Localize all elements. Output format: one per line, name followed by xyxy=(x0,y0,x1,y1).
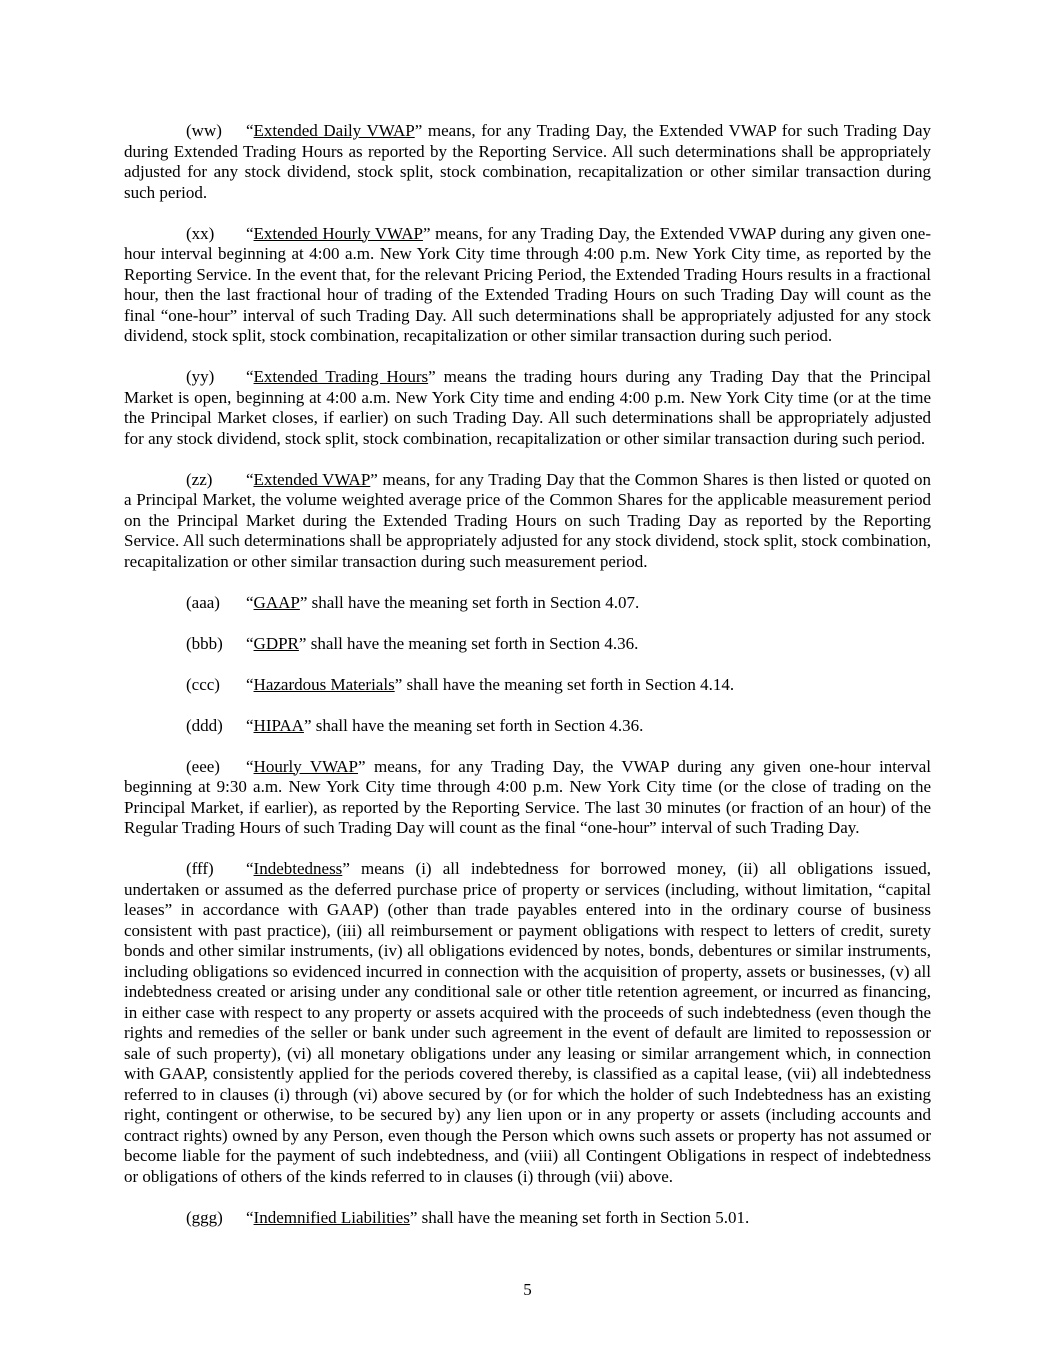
paragraph-label: (aaa) xyxy=(186,592,220,612)
open-quote: “ xyxy=(246,1207,254,1227)
defined-term: Hourly VWAP xyxy=(253,756,358,776)
close-quote: ” xyxy=(422,223,431,243)
close-quote: ” xyxy=(342,859,350,878)
defined-term: HIPAA xyxy=(253,715,304,735)
paragraph-body: shall have the meaning set forth in Section 4.36. xyxy=(311,715,644,735)
page-number: 5 xyxy=(523,1280,532,1299)
definition-paragraph xyxy=(124,757,931,839)
close-quote: ” xyxy=(394,674,403,694)
paragraph-label: (eee) xyxy=(186,756,220,776)
definition-paragraph xyxy=(124,224,931,347)
defined-term: Extended Trading Hours xyxy=(253,367,429,386)
open-quote: “ xyxy=(246,633,254,653)
paragraph-body: shall have the meaning set forth in Section 4.07. xyxy=(307,592,640,612)
definition-paragraph xyxy=(124,593,931,614)
defined-term: Extended Daily VWAP xyxy=(253,121,415,140)
open-quote: “ xyxy=(246,367,254,386)
paragraph-label: (ddd) xyxy=(186,715,223,735)
definition-paragraph xyxy=(124,121,931,203)
open-quote: “ xyxy=(246,859,254,878)
defined-term: Indebtedness xyxy=(253,859,343,878)
defined-term: Extended Hourly VWAP xyxy=(253,223,423,243)
paragraph-body: means, for any Trading Day, the VWAP during any given one-hour interval beginning at 9:30 a.m. New York City time through 4:00 p.m. New York City time (or the close of trading on the Principal Market, if earlier), as reported by the Reporting Service. The last 30 minutes (or fraction of an hour) of the Regular Trading Hours of such Trading Day will count as the final “one-hour” interval of such Trading Day. xyxy=(124,756,931,837)
defined-term: Extended VWAP xyxy=(253,469,371,489)
defined-term: GDPR xyxy=(253,633,299,653)
open-quote: “ xyxy=(246,674,254,694)
defined-term: Hazardous Materials xyxy=(253,674,395,694)
definition-paragraph xyxy=(124,367,931,449)
paragraph-body: means, for any Trading Day that the Common Shares is then listed or quoted on a Principal Market, the volume weighted average price of the Common Shares for the applicable measurement period on the Principal Market during the Extended Trading Hours on such Trading Day as reported by the Reporting Service. All such determinations shall be appropriately adjusted for any stock dividend, stock split, stock combination, recapitalization or other similar transaction during such measurement period. xyxy=(124,469,932,571)
open-quote: “ xyxy=(246,469,254,489)
paragraph-body: means the trading hours during any Trading Day that the Principal Market is open, beginning at 4:00 a.m. New York City time and ending 4:00 p.m. New York City time (or at the time the Principal Market closes, if earlier) on such Trading Day. All such determinations shall be appropriately adjusted for any stock dividend, stock split, stock combination, recapitalization or other similar transaction during such period. xyxy=(124,367,931,448)
close-quote: ” xyxy=(303,715,312,735)
definition-paragraph xyxy=(124,634,931,655)
paragraph-label: (yy) xyxy=(186,367,215,386)
paragraph-label: (zz) xyxy=(186,469,213,489)
paragraph-body: shall have the meaning set forth in Section 4.36. xyxy=(306,633,639,653)
close-quote: ” xyxy=(299,592,308,612)
defined-term: Indemnified Liabilities xyxy=(253,1207,410,1227)
open-quote: “ xyxy=(246,592,254,612)
definition-paragraph xyxy=(124,716,931,737)
close-quote: ” xyxy=(428,367,436,386)
paragraph-label: (ggg) xyxy=(186,1207,223,1227)
open-quote: “ xyxy=(246,756,254,776)
paragraph-label: (bbb) xyxy=(186,633,223,653)
close-quote: ” xyxy=(370,469,378,489)
paragraph-label: (xx) xyxy=(186,223,215,243)
close-quote: ” xyxy=(414,121,423,140)
definition-paragraph xyxy=(124,1208,931,1229)
paragraph-body: shall have the meaning set forth in Section 4.14. xyxy=(402,674,735,694)
close-quote: ” xyxy=(358,756,366,776)
paragraph-body: means (i) all indebtedness for borrowed money, (ii) all obligations issued, undertaken or assumed as the deferred purchase price of property or services (including, without limitation, “capital leases” in accordance with GAAP) (other than trade payables entered into in the ordinary course of business consistent with past practice), (iii) all reimbursement or payment obligations with respect to letters of credit, surety bonds and other similar instruments, (iv) all obligations evidenced by notes, bonds, debentures or similar instruments, including obligations so evidenced incurred in connection with the acquisition of property, assets or businesses, (v) all indebtedness created or arising under any conditional sale or other title retention agreement, or incurred as financing, in either case with respect to any property or assets acquired with the proceeds of such indebtedness (even though the rights and remedies of the seller or bank under such agreement in the event of default are limited to repossession or sale of such property), (vi) all monetary obligations under any leasing or similar arrangement which, in connection with GAAP, consistently applied for the periods covered thereby, is classified as a capital lease, (vii) all indebtedness referred to in clauses (i) through (vi) above secured by (or for which the holder of such Indebtedness has an existing right, contingent or otherwise, to be secured by) any lien upon or in any property or assets (including accounts and contract rights) owned by any Person, even though the Person which owns such assets or property has not assumed or become liable for the payment of such indebtedness, and (viii) all Contingent Obligations in respect of indebtedness or obligations of others of the kinds referred to in clauses (i) through (vii) above. xyxy=(124,859,931,1186)
paragraph-label: (ccc) xyxy=(186,674,220,694)
paragraph-body: means, for any Trading Day, the Extended VWAP during any given one-hour interval beginning at 4:00 a.m. New York City time through 4:00 p.m. New York City time, as reported by the Reporting Service. In the event that, for the relevant Pricing Period, the Extended Trading Hours results in a fractional hour, then the last fractional hour of trading of the Extended Trading Hours on such Trading Day will count as the final “one-hour” interval of such Trading Day. All such determinations shall be appropriately adjusted for any stock dividend, stock split, stock combination, recapitalization or other similar transaction during such period. xyxy=(124,223,931,345)
paragraph-label: (fff) xyxy=(186,859,214,878)
open-quote: “ xyxy=(246,715,254,735)
paragraph-label: (ww) xyxy=(186,121,222,140)
close-quote: ” xyxy=(409,1207,418,1227)
defined-term: GAAP xyxy=(253,592,300,612)
definition-paragraph xyxy=(124,675,931,696)
open-quote: “ xyxy=(246,223,254,243)
paragraph-body: means, for any Trading Day, the Extended VWAP for such Trading Day during Extended Trading Hours as reported by the Reporting Service. All such determinations shall be appropriately adjusted for any stock dividend, stock split, stock combination, recapitalization or other similar transaction during such period. xyxy=(124,121,931,202)
paragraph-body: shall have the meaning set forth in Section 5.01. xyxy=(417,1207,750,1227)
definition-paragraph xyxy=(124,470,931,573)
definition-paragraph xyxy=(124,859,931,1187)
open-quote: “ xyxy=(246,121,254,140)
close-quote: ” xyxy=(298,633,307,653)
